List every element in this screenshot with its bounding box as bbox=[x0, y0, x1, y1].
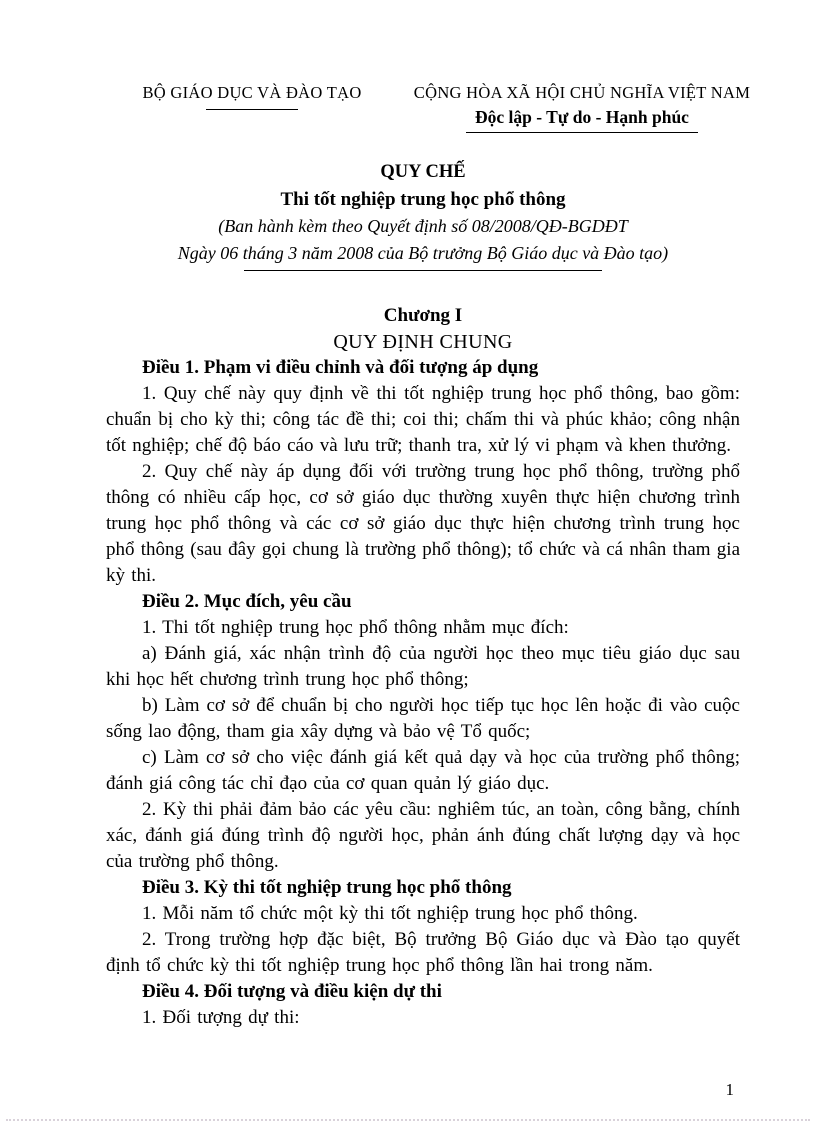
paragraph: a) Đánh giá, xác nhận trình độ của người học theo mục tiêu giáo dục sau khi học hết chương trình trung học phổ thông; bbox=[106, 643, 740, 690]
document-subtitle: Thi tốt nghiệp trung học phổ thông bbox=[280, 189, 566, 210]
paragraph: 1. Mỗi năm tổ chức một kỳ thi tốt nghiệp trung học phổ thông. bbox=[142, 903, 638, 924]
document-header bbox=[0, 0, 816, 133]
paragraph: c) Làm cơ sở cho việc đánh giá kết quả dạy và học của trường phổ thông; đánh giá công tác chỉ đạo của cơ quan quản lý giáo dục. bbox=[106, 747, 740, 794]
agency-name: BỘ GIÁO DỤC VÀ ĐÀO TẠO bbox=[142, 83, 362, 102]
article-1-heading: Điều 1. Phạm vi điều chỉnh và đối tượng áp dụng bbox=[142, 357, 539, 378]
paragraph: 1. Quy chế này quy định về thi tốt nghiệp trung học phổ thông, bao gồm: chuẩn bị cho kỳ thi; công tác đề thi; coi thi; chấm thi và phúc khảo; công nhận tốt nghiệp; chế độ báo cáo và lưu trữ; thanh tra, xử lý vi phạm và khen thưởng. bbox=[106, 383, 740, 456]
country-name: CỘNG HÒA XÃ HỘI CHỦ NGHĨA VIỆT NAM bbox=[413, 83, 751, 102]
motto-underline bbox=[466, 132, 698, 133]
title-divider bbox=[244, 270, 602, 271]
article-3-heading: Điều 3. Kỳ thi tốt nghiệp trung học phổ thông bbox=[142, 877, 512, 898]
paragraph: 2. Trong trường hợp đặc biệt, Bộ trưởng Bộ Giáo dục và Đào tạo quyết định tổ chức kỳ thi tốt nghiệp trung học phổ thông lần hai trong năm. bbox=[106, 929, 740, 976]
chapter-title: QUY ĐỊNH CHUNG bbox=[333, 331, 513, 353]
paragraph: 2. Kỳ thi phải đảm bảo các yêu cầu: nghiêm túc, an toàn, công bằng, chính xác, đánh giá đúng trình độ người học, phản ánh đúng chất lượng dạy và học của trường phổ thông. bbox=[106, 799, 740, 872]
paragraph: 2. Quy chế này áp dụng đối với trường trung học phổ thông, trường phổ thông có nhiều cấp học, cơ sở giáo dục thường xuyên thực hiện chương trình trung học phổ thông và các cơ sở giáo dục thực hiện chương trình trung học phổ thông (sau đây gọi chung là trường phổ thông); tổ chức và cá nhân tham gia kỳ thi. bbox=[106, 461, 741, 586]
document-title-block bbox=[106, 159, 740, 271]
header-issuing-agency bbox=[106, 82, 398, 133]
issuance-note-line2: Ngày 06 tháng 3 năm 2008 của Bộ trưởng Bộ Giáo dục và Đào tạo) bbox=[177, 243, 669, 263]
document-body bbox=[106, 303, 740, 1031]
article-4-heading: Điều 4. Đối tượng và điều kiện dự thi bbox=[142, 981, 442, 1002]
page-break-indicator bbox=[6, 1119, 810, 1121]
agency-underline bbox=[206, 109, 298, 110]
paragraph: 1. Thi tốt nghiệp trung học phổ thông nhằm mục đích: bbox=[142, 617, 569, 638]
national-motto: Độc lập - Tự do - Hạnh phúc bbox=[475, 107, 689, 127]
issuance-note-line1: (Ban hành kèm theo Quyết định số 08/2008/QĐ-BGDĐT bbox=[218, 216, 628, 236]
chapter-label: Chương I bbox=[383, 305, 463, 326]
header-national-title bbox=[398, 82, 766, 133]
paragraph: 1. Đối tượng dự thi: bbox=[142, 1007, 300, 1028]
page-number: 1 bbox=[725, 1080, 734, 1099]
document-title: QUY CHẾ bbox=[380, 162, 466, 182]
article-2-heading: Điều 2. Mục đích, yêu cầu bbox=[142, 591, 352, 612]
paragraph: b) Làm cơ sở để chuẩn bị cho người học tiếp tục học lên hoặc đi vào cuộc sống lao động, tham gia xây dựng và bảo vệ Tổ quốc; bbox=[106, 695, 740, 742]
